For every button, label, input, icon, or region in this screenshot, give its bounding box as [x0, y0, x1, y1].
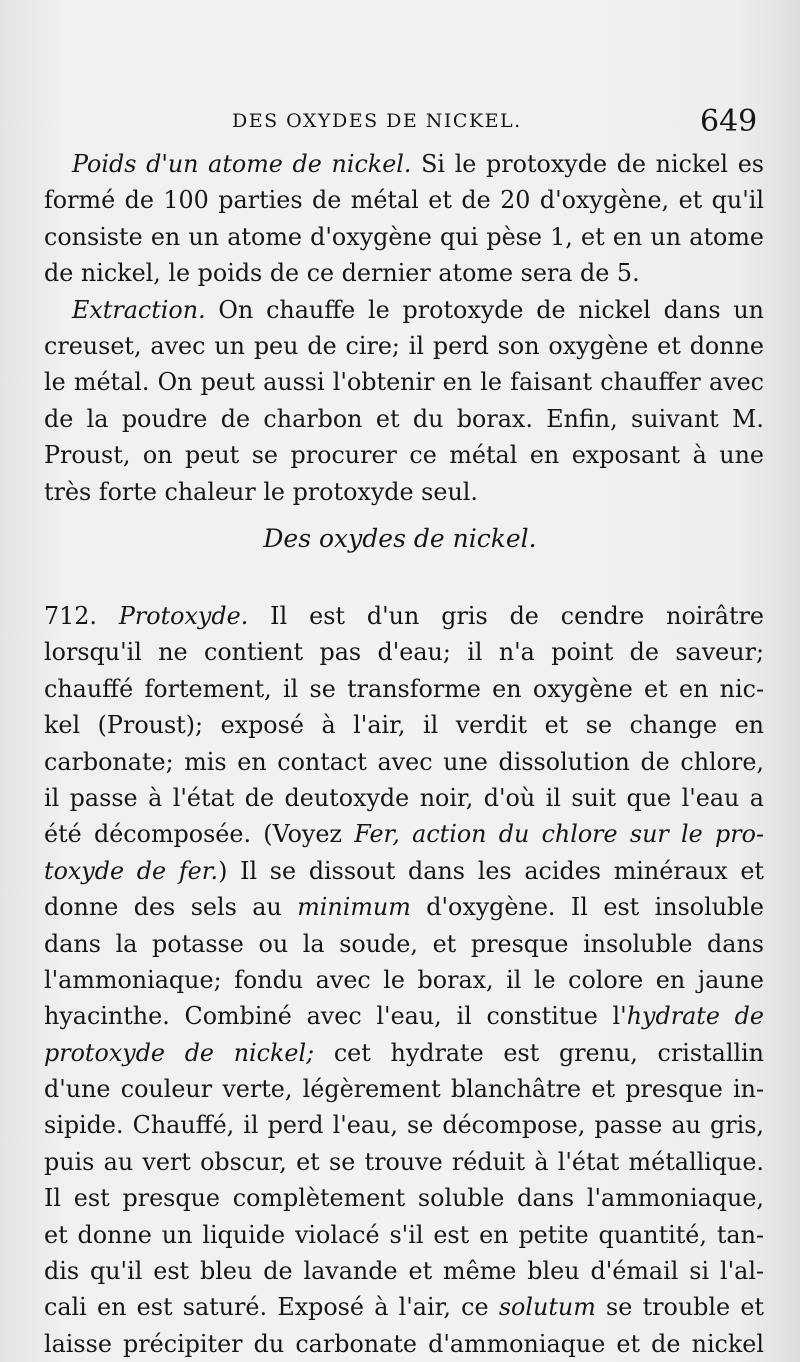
paragraph-number: 712. — [44, 602, 119, 630]
text-line — [44, 328, 764, 364]
text-run: laisse précipiter du carbonate d'ammoniaque et de nickel — [44, 1329, 764, 1358]
text-line — [44, 182, 764, 218]
text-run: lorsqu'il ne contient pas d'eau; il n'a point de saveur; — [44, 638, 764, 667]
text-run: dis qu'il est bleu de lavande et même bleu d'émail si l'al- — [44, 1257, 764, 1286]
section-heading: Des oxydes de nickel. — [263, 524, 537, 553]
text-run: donne des sels au — [44, 893, 298, 922]
text-line — [44, 853, 764, 889]
text-line — [44, 998, 764, 1034]
italic-run: protoxyde de nickel; — [44, 1038, 315, 1067]
text-run: été décomposée. (Voyez — [44, 820, 355, 849]
text-line — [44, 744, 764, 780]
text-run: formé de 100 parties de métal et de 20 d'oxygène, et qu'il — [44, 186, 764, 215]
text-line — [44, 780, 764, 816]
text-line — [44, 1180, 764, 1216]
italic-run: Fer, action du chlore sur le pro- — [354, 820, 764, 849]
text-line — [44, 1217, 764, 1253]
text-run: ) Il se dissout dans les acides minéraux et — [218, 856, 764, 885]
text-run: kel (Proust); exposé à l'air, il verdit et se change en — [44, 711, 764, 740]
italic-run: solutum — [498, 1293, 596, 1322]
text-line — [44, 437, 764, 473]
italic-run: Extraction. — [72, 295, 206, 324]
text-run: cet hydrate est grenu, cristallin — [314, 1038, 764, 1067]
text-run: chauffé fortement, il se transforme en oxygène et en nic- — [44, 674, 764, 703]
text-line — [44, 1144, 764, 1180]
text-run: Il est presque complètement soluble dans l'ammoniaque, — [44, 1184, 764, 1213]
paragraph-block-2 — [44, 598, 764, 1362]
italic-run: Protoxyde. — [118, 602, 249, 630]
text-line — [44, 1071, 764, 1107]
text-run: consiste en un atome d'oxygène qui pèse 1, et en un atome — [44, 222, 764, 251]
text-line — [44, 598, 764, 634]
text-run: carbonate; mis en contact avec une dissolution de chlore, — [44, 747, 764, 776]
text-line — [44, 707, 764, 743]
italic-run: Poids d'un atome de nickel. — [72, 150, 412, 178]
text-line — [44, 364, 764, 400]
italic-run: toxyde de fer. — [44, 856, 219, 885]
text-line — [44, 671, 764, 707]
text-line — [44, 292, 764, 328]
text-run: et donne un liquide violacé s'il est en petite quantité, tan- — [44, 1220, 764, 1249]
running-title: DES OXYDES DE NICKEL. — [232, 110, 522, 132]
text-run: d'oxygène. Il est insoluble — [410, 893, 764, 922]
text-run: sipide. Chauffé, il perd l'eau, se décompose, passe au gris, — [44, 1111, 764, 1140]
text-line — [44, 816, 764, 852]
paragraph-block-1 — [44, 146, 764, 510]
text-line — [44, 1107, 764, 1143]
text-line — [44, 1253, 764, 1289]
text-run: hyacinthe. Combiné avec l'eau, il constitue l' — [44, 1002, 627, 1031]
text-line — [44, 1035, 764, 1071]
text-run: Proust, on peut se procurer ce métal en exposant à une — [44, 441, 764, 470]
text-line — [44, 146, 764, 182]
text-run: Si le protoxyde de nickel es — [411, 150, 764, 178]
text-run: cali en est saturé. Exposé à l'air, ce — [44, 1293, 499, 1322]
text-line — [44, 255, 764, 291]
text-run: il passe à l'état de deutoxyde noir, d'où il suit que l'eau a — [44, 783, 764, 812]
text-line — [44, 1326, 764, 1362]
text-run: le métal. On peut aussi l'obtenir en le faisant chauffer avec — [44, 368, 764, 397]
text-run: d'une couleur verte, légèrement blanchâtre et presque in- — [44, 1075, 764, 1104]
text-line — [44, 634, 764, 670]
text-line — [44, 889, 764, 925]
text-run: de la poudre de charbon et du borax. Enfin, suivant M. — [44, 404, 764, 433]
text-run: puis au vert obscur, et se trouve réduit à l'état métallique. — [44, 1147, 764, 1176]
text-line — [44, 219, 764, 255]
text-line — [44, 1289, 764, 1325]
page-number: 649 — [700, 104, 758, 139]
text-run: se trouble et — [595, 1293, 764, 1322]
text-line — [44, 926, 764, 962]
text-run: très forte chaleur le protoxyde seul. — [44, 477, 478, 506]
text-line — [44, 962, 764, 998]
text-line — [44, 474, 764, 510]
text-run: dans la potasse ou la soude, et presque insoluble dans — [44, 929, 764, 958]
italic-run: hydrate de — [626, 1002, 765, 1031]
text-run: Il est d'un gris de cendre noirâtre — [248, 602, 764, 630]
text-run: On chauffe le protoxyde de nickel dans un — [205, 295, 764, 324]
text-run: creuset, avec un peu de cire; il perd son oxygène et donne — [44, 331, 764, 360]
text-run: l'ammoniaque; fondu avec le borax, il le colore en jaune — [44, 965, 764, 994]
italic-run: minimum — [297, 893, 411, 922]
text-run: de nickel, le poids de ce dernier atome sera de 5. — [44, 259, 640, 288]
page-header — [0, 104, 800, 144]
text-line — [44, 401, 764, 437]
